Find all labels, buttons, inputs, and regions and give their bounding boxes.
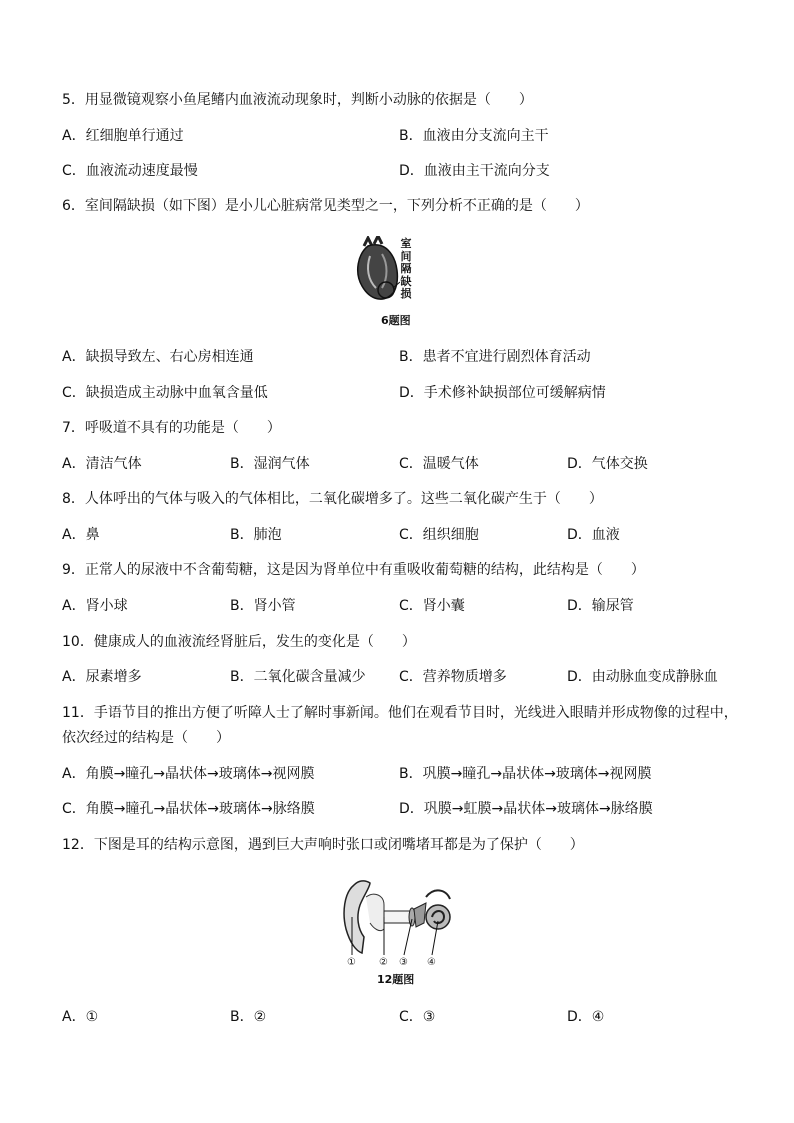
ear-diagram bbox=[340, 877, 458, 957]
q6-option-b[interactable]: B．患者不宜进行剧烈体育活动 bbox=[399, 349, 591, 365]
ear-marker-1: ① bbox=[347, 957, 356, 968]
ear-marker-4: ④ bbox=[427, 957, 436, 968]
q9-option-a[interactable]: A．肾小球 bbox=[62, 598, 128, 614]
q5-option-c[interactable]: C．血液流动速度最慢 bbox=[62, 163, 198, 179]
question-11-stem: 11．手语节目的推出方便了听障人士了解时事新闻。他们在观看节目时，光线进入眼睛并形成物像的过程中， bbox=[62, 705, 738, 721]
q12-option-c[interactable]: C．③ bbox=[399, 1009, 436, 1025]
q7-option-a[interactable]: A．清洁气体 bbox=[62, 456, 142, 472]
q8-option-a[interactable]: A．鼻 bbox=[62, 527, 100, 543]
q7-option-b[interactable]: B．湿润气体 bbox=[230, 456, 310, 472]
question-9-stem: 9．正常人的尿液中不含葡萄糖，这是因为肾单位中有重吸收葡萄糖的结构，此结构是（ ） bbox=[62, 562, 645, 578]
q6-option-d[interactable]: D．手术修补缺损部位可缓解病情 bbox=[399, 385, 606, 401]
ear-marker-2: ② bbox=[379, 957, 388, 968]
q11-option-c[interactable]: C．角膜→瞳孔→晶状体→玻璃体→脉络膜 bbox=[62, 801, 315, 817]
q10-option-d[interactable]: D．由动脉血变成静脉血 bbox=[567, 669, 718, 685]
q12-option-b[interactable]: B．② bbox=[230, 1009, 267, 1025]
question-12-stem: 12．下图是耳的结构示意图，遇到巨大声响时张口或闭嘴堵耳都是为了保护（ ） bbox=[62, 837, 584, 853]
q9-option-d[interactable]: D．输尿管 bbox=[567, 598, 634, 614]
q7-option-d[interactable]: D．气体交换 bbox=[567, 456, 648, 472]
q5-option-a[interactable]: A．红细胞单行通过 bbox=[62, 128, 184, 144]
q12-option-a[interactable]: A．① bbox=[62, 1009, 99, 1025]
q5-option-d[interactable]: D．血液由主干流向分支 bbox=[399, 163, 550, 179]
question-6-stem: 6．室间隔缺损（如下图）是小儿心脏病常见类型之一，下列分析不正确的是（ ） bbox=[62, 198, 589, 214]
q6-option-a[interactable]: A．缺损导致左、右心房相连通 bbox=[62, 349, 254, 365]
question-10-stem: 10．健康成人的血液流经肾脏后，发生的变化是（ ） bbox=[62, 634, 416, 650]
q11-option-b[interactable]: B．巩膜→瞳孔→晶状体→玻璃体→视网膜 bbox=[399, 766, 652, 782]
q8-option-c[interactable]: C．组织细胞 bbox=[399, 527, 479, 543]
question-8-stem: 8．人体呼出的气体与吸入的气体相比，二氧化碳增多了。这些二氧化碳产生于（ ） bbox=[62, 491, 603, 507]
ear-marker-3: ③ bbox=[399, 957, 408, 968]
question-11-stem-continued: 依次经过的结构是（ ） bbox=[62, 730, 230, 746]
q7-option-c[interactable]: C．温暖气体 bbox=[399, 456, 479, 472]
q8-option-b[interactable]: B．肺泡 bbox=[230, 527, 282, 543]
question-5-stem: 5．用显微镜观察小鱼尾鳍内血液流动现象时，判断小动脉的依据是（ ） bbox=[62, 92, 533, 108]
q5-option-b[interactable]: B．血液由分支流向主干 bbox=[399, 128, 549, 144]
figure-12-caption: 12题图 bbox=[377, 973, 415, 986]
q6-option-c[interactable]: C．缺损造成主动脉中血氧含量低 bbox=[62, 385, 268, 401]
q11-option-d[interactable]: D．巩膜→虹膜→晶状体→玻璃体→脉络膜 bbox=[399, 801, 653, 817]
heart-diagram bbox=[354, 236, 400, 308]
figure-6-caption: 6题图 bbox=[381, 314, 411, 327]
q9-option-b[interactable]: B．肾小管 bbox=[230, 598, 296, 614]
q10-option-b[interactable]: B．二氧化碳含量减少 bbox=[230, 669, 366, 685]
heart-side-label: 室间隔缺损 bbox=[400, 237, 412, 300]
question-7-stem: 7．呼吸道不具有的功能是（ ） bbox=[62, 420, 281, 436]
q8-option-d[interactable]: D．血液 bbox=[567, 527, 620, 543]
q11-option-a[interactable]: A．角膜→瞳孔→晶状体→玻璃体→视网膜 bbox=[62, 766, 315, 782]
q12-option-d[interactable]: D．④ bbox=[567, 1009, 605, 1025]
q10-option-a[interactable]: A．尿素增多 bbox=[62, 669, 142, 685]
q9-option-c[interactable]: C．肾小囊 bbox=[399, 598, 465, 614]
q10-option-c[interactable]: C．营养物质增多 bbox=[399, 669, 507, 685]
